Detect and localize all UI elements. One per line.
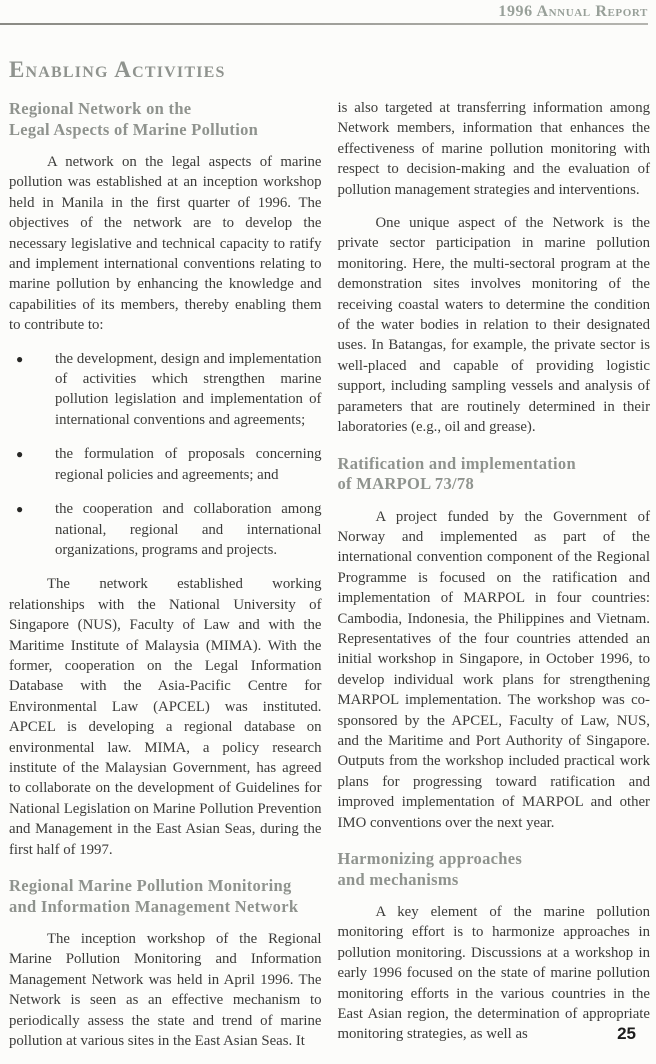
paragraph: The inception workshop of the Regional Marine Pollution Monitoring and Information Management Network was held in April 1996. The Network is seen as an effective mechanism to periodically assess the state and trend of marine pollution at various sites in the East Asian Seas. It [9, 931, 322, 1050]
paragraph: A network on the legal aspects of marine pollution was established at an inception workshop held in Manila in the first quarter of 1996. The objectives of the network are to develop the necessary legislative and technical capacity to ratify and implement international conventions relating to marine pollution by enhancing the knowledge and capabilities of its members, thereby enabling them to contribute to: [9, 154, 322, 334]
paragraph-continuation: is also targeted at transferring information among Network members, information that enhances the effectiveness of marine pollution monitoring with respect to decision-making and the evaluation of pollution management strategies and interventions. [337, 100, 650, 198]
section-heading-line: and Information Management Network [9, 896, 299, 916]
section-heading-line: and mechanisms [337, 869, 459, 889]
section-heading-line: Ratification and implementation [337, 453, 576, 473]
right-column [338, 25, 651, 1064]
list-item [9, 444, 322, 485]
bullet-text: the development, design and implementation of activities which strengthen marine pollution legislation and implementation of international conventions and agreements; [55, 350, 322, 428]
list-item [9, 349, 322, 431]
list-item [9, 499, 322, 560]
paragraph: A project funded by the Government of Norway and implemented as part of the international convention component of the Regional Programme is focused on the ratification and implementation of MARPOL in four countries: Cambodia, Indonesia, the Philippines and Vietnam. Representatives of the four countries attended an initial workshop in Singapore, in October 1996, to develop individual work plans for strengthening MARPOL implementation. The workshop was co-sponsored by the APCEL, Faculty of Law, NUS, and the Maritime and Port Authority of Singapore. Outputs from the workshop included practical work plans for progressing toward ratification and improved implementation of MARPOL and other IMO conventions over the next year. [337, 508, 650, 831]
section-heading-line: Harmonizing approaches [337, 849, 523, 868]
bullet-icon: ● [16, 351, 24, 366]
header-rule [0, 23, 648, 25]
page-body [0, 25, 656, 1064]
page-number: 25 [617, 1024, 636, 1043]
section-heading-harmonizing [338, 849, 651, 890]
section-heading-marpol [338, 454, 651, 495]
section-heading-monitoring-network [9, 876, 322, 917]
section-heading-line: Legal Aspects of Marine Pollution [9, 119, 259, 139]
paragraph: A key element of the marine pollution monitoring effort is to harmonize approaches in pollution monitoring. Discussions at a workshop in early 1996 focused on the state of marine pollution monitoring efforts in the various countries in the East Asian region, the determination of appropriate monitoring strategies, as well as [337, 904, 650, 1043]
bullet-list [9, 349, 322, 561]
bullet-text: the cooperation and collaboration among national, regional and international organizations, programs and projects. [55, 501, 322, 558]
section-heading-line: of MARPOL 73/78 [337, 474, 474, 493]
section-heading-legal-network [9, 99, 322, 140]
report-title: 1996 Annual Report [498, 3, 648, 20]
bullet-icon: ● [16, 502, 24, 517]
bullet-text: the formulation of proposals concerning regional policies and agreements; and [55, 446, 322, 483]
paragraph: One unique aspect of the Network is the private sector participation in marine pollution monitoring. Here, the multi-sectoral program at the demonstration sites involves monitoring of the receiving coastal waters to determine the condition of the water bodies in relation to their designated uses. In Batangas, for example, the private sector is well-placed and capable of providing logistic support, including sampling vessels and analysis of parameters that are routinely determined in their laboratories (e.g., oil and grease). [337, 215, 650, 436]
section-heading-line: Regional Marine Pollution Monitoring [9, 876, 292, 895]
paragraph: The network established working relationships with the National University of Singapore (NUS), Faculty of Law and with the Maritime Institute of Malaysia (MIMA). With the former, cooperation on the Legal Information Database with the Asia-Pacific Centre for Environmental Law (APCEL) was instituted. APCEL is developing a regional database on environmental law. MIMA, a policy research institute of the Malaysian Government, has agreed to collaborate on the development of Guidelines for National Legislation on Marine Pollution Prevention and Management in the East Asian Seas, during the first half of 1997. [9, 576, 322, 858]
left-column [9, 25, 322, 1064]
section-heading-line: Regional Network on the [9, 99, 192, 118]
page-title: Enabling Activities [9, 57, 226, 82]
report-header [0, 0, 656, 25]
bullet-icon: ● [16, 447, 24, 462]
